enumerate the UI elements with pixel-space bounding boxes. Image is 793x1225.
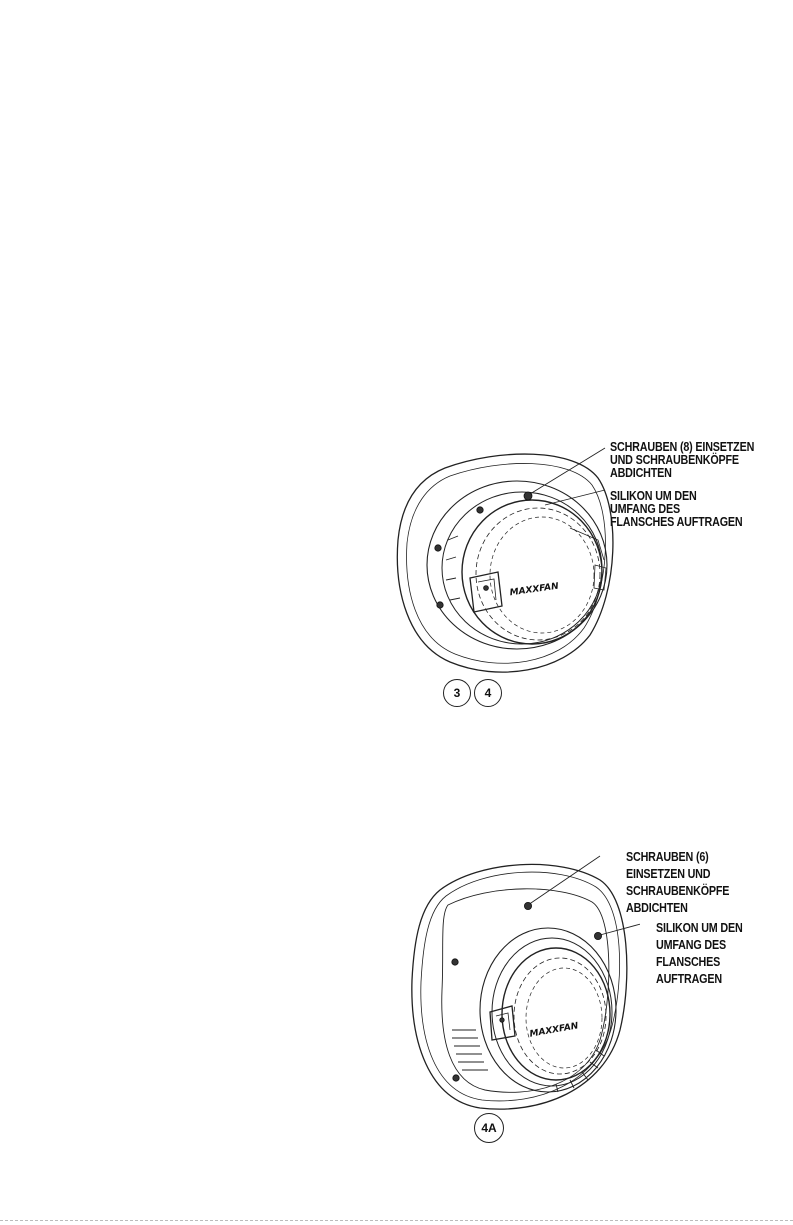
callout-line: SCHRAUBEN (8) EINSETZEN [610,440,755,454]
callout-screws-6 [626,849,729,917]
callout-line: UMFANG DES [610,502,680,516]
callout-screws-8 [610,441,754,480]
callout-line: SILIKON UM DEN [656,921,743,935]
callout-line: FLANSCHES [656,955,721,969]
callout-line: UMFANG DES [656,938,726,952]
callout-line: ABDICHTEN [626,901,688,915]
callout-line: UND SCHRAUBENKÖPFE [610,453,739,467]
step-badge-3: 3 [443,679,471,707]
callout-line: ABDICHTEN [610,466,672,480]
callout-line: SILIKON UM DEN [610,489,697,503]
page-bottom-rule [0,1220,793,1222]
maxxfan-logo: MAXXFAN [528,1021,580,1040]
callout-silicone-top [610,490,743,529]
callout-line: FLANSCHES AUFTRAGEN [610,515,743,529]
step-badge-4: 4 [474,679,502,707]
step-badge-4a: 4A [474,1113,504,1143]
maxxfan-logo: MAXXFAN [509,581,560,599]
fan-flange-illustration-bottom [400,840,640,1130]
callout-line: EINSETZEN UND [626,867,711,881]
callout-silicone-bottom [656,920,743,988]
callout-line: SCHRAUBEN (6) [626,850,709,864]
callout-line: AUFTRAGEN [656,972,722,986]
callout-line: SCHRAUBENKÖPFE [626,884,730,898]
